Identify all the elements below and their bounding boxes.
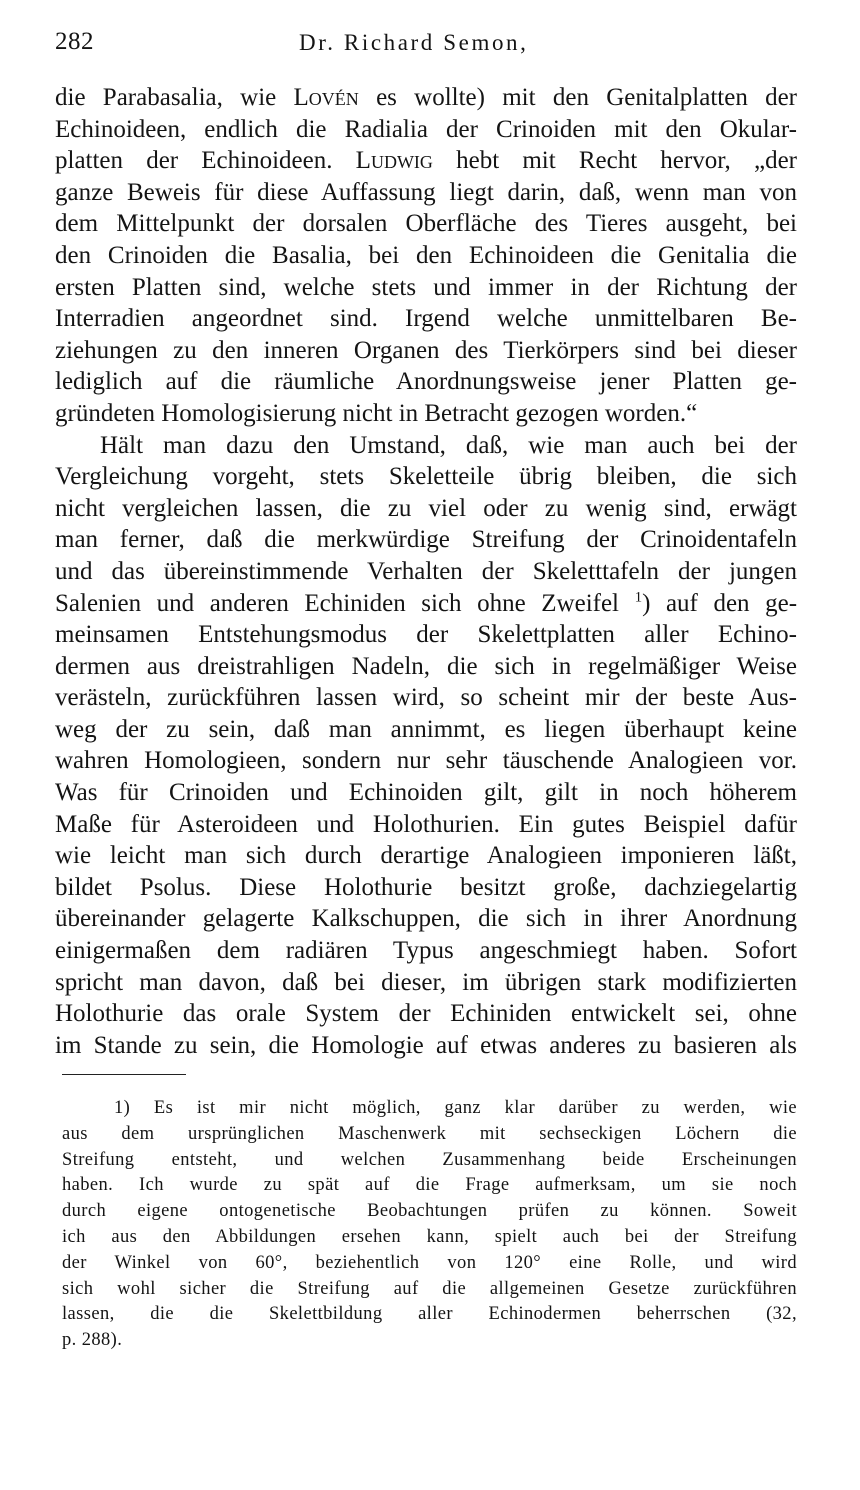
footnote-divider <box>62 1074 186 1075</box>
main-text <box>55 82 797 1061</box>
text-line: verästeln, zurückführen lassen wird, so scheint mir der beste Aus- <box>55 684 797 712</box>
footnote <box>62 1096 797 1354</box>
text-segment: ) auf den ge- <box>642 589 798 617</box>
text-line: wahren Homologieen, sondern nur sehr täuschende Analogieen vor. <box>55 747 797 775</box>
footnote-reference[interactable]: 1 <box>634 589 643 606</box>
footnote-line: durch eigene ontogenetische Beobachtungen prüfen zu können. Soweit <box>62 1201 797 1222</box>
text-line: Echinoideen, endlich die Radialia der Crinoiden mit den Okular- <box>55 115 797 143</box>
footnote-line: ich aus den Abbildungen ersehen kann, spielt auch bei der Streifung <box>62 1226 797 1247</box>
text-line-paragraph-start: Hält man dazu den Umstand, daß, wie man auch bei der <box>100 431 797 459</box>
footnote-line: haben. Ich wurde zu spät auf die Frage aufmerksam, um sie noch <box>62 1175 797 1196</box>
text-line-footnote-ref <box>55 588 797 620</box>
footnote-line: der Winkel von 60°, beziehentlich von 120° eine Rolle, und wird <box>62 1252 797 1273</box>
text-line: den Crinoiden die Basalia, bei den Echinoideen die Genitalia die <box>55 241 797 269</box>
author-name-loven: Lovén <box>293 84 359 111</box>
text-line: weg der zu sein, daß man annimmt, es liegen überhaupt keine <box>55 715 797 743</box>
text-line: Vergleichung vorgeht, stets Skeletteile übrig bleiben, die sich <box>55 463 797 491</box>
text-line: dermen aus dreistrahligen Nadeln, die sich in regelmäßiger Weise <box>55 652 797 680</box>
text-line: spricht man davon, daß bei dieser, im übrigen stark modifizierten <box>55 968 797 996</box>
text-line: ziehungen zu den inneren Organen des Tierkörpers sind bei dieser <box>55 336 797 364</box>
page-number: 282 <box>55 28 94 55</box>
text-line: man ferner, daß die merkwürdige Streifung der Crinoidentafeln <box>55 526 797 554</box>
text-line: bildet Psolus. Diese Holothurie besitzt große, dachziegelartig <box>55 873 797 901</box>
text-line: einigermaßen dem radiären Typus angeschmiegt haben. Sofort <box>55 937 797 965</box>
text-line: lediglich auf die räumliche Anordnungsweise jener Platten ge- <box>55 368 797 396</box>
text-line: meinsamen Entstehungsmodus der Skelettplatten aller Echino- <box>55 621 797 649</box>
text-line: im Stande zu sein, die Homologie auf etwas anderes zu basieren als <box>55 1031 797 1059</box>
text-line-3: platten der Echinoideen. Ludwig hebt mit Recht hervor, „der <box>55 147 797 175</box>
footnote-line: p. 288). <box>62 1330 123 1351</box>
text-line: ganze Beweis für diese Auffassung liegt darin, daß, wenn man von <box>55 178 797 206</box>
running-head: Dr. Richard Semon, <box>299 30 529 55</box>
text-line: wie leicht man sich durch derartige Analogieen imponieren läßt, <box>55 842 797 870</box>
text-line: nicht vergleichen lassen, die zu viel oder zu wenig sind, erwägt <box>55 494 797 522</box>
author-name-ludwig: Ludwig <box>355 147 433 175</box>
text-line: Was für Crinoiden und Echinoiden gilt, gilt in noch höherem <box>55 779 797 807</box>
text-line: ersten Platten sind, welche stets und immer in der Richtung der <box>55 273 797 301</box>
page-header <box>55 28 797 64</box>
text-line: gründeten Homologisierung nicht in Betracht gezogen worden.“ <box>55 399 698 427</box>
text-line: übereinander gelagerte Kalkschuppen, die sich in ihrer Anordnung <box>55 905 797 933</box>
footnote-line: lassen, die die Skelettbildung aller Echinodermen beherrschen (32, <box>62 1304 797 1325</box>
footnote-line: aus dem ursprünglichen Maschenwerk mit sechseckigen Löchern die <box>62 1123 797 1144</box>
footnote-line: Streifung entsteht, und welchen Zusammenhang beide Erscheinungen <box>62 1149 797 1170</box>
text-line: Holothurie das orale System der Echiniden entwickelt sei, ohne <box>55 1000 797 1028</box>
text-line-1: die Parabasalia, wie Lovén es wollte) mit den Genitalplatten der <box>55 84 798 111</box>
footnote-line: 1) Es ist mir nicht möglich, ganz klar darüber zu werden, wie <box>114 1098 797 1118</box>
text-line: dem Mittelpunkt der dorsalen Oberfläche des Tieres ausgeht, bei <box>55 210 797 238</box>
text-line: und das übereinstimmende Verhalten der Skeletttafeln der jungen <box>55 557 797 585</box>
text-line: Interradien angeordnet sind. Irgend welche unmittelbaren Be- <box>55 305 797 333</box>
text-line: Maße für Asteroideen und Holothurien. Ein gutes Beispiel dafür <box>55 810 797 838</box>
text-segment: Salenien und anderen Echiniden sich ohne Zweifel <box>55 589 620 617</box>
footnote-line: sich wohl sicher die Streifung auf die allgemeinen Gesetze zurückführen <box>62 1278 797 1299</box>
